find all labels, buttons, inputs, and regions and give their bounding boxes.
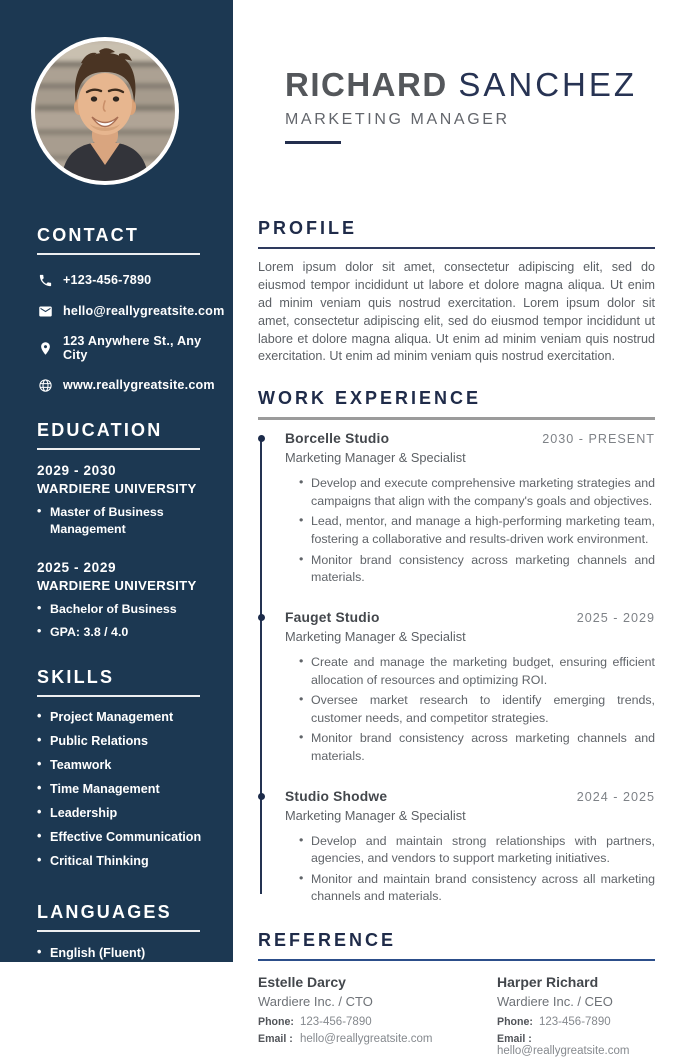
reference-heading: REFERENCE [258, 930, 397, 950]
skill-item: • Public Relations [37, 733, 207, 750]
skill-item: • Time Management [37, 781, 207, 798]
envelope-icon [37, 303, 53, 319]
work-role: Marketing Manager & Specialist [285, 628, 466, 644]
contact-email-text: hello@reallygreatsite.com [63, 304, 225, 318]
company-name: Borcelle Studio [285, 431, 390, 447]
reference-phone-row [258, 1016, 497, 1028]
candidate-name [285, 68, 655, 101]
education-years: 2029 - 2030 [37, 463, 117, 478]
reference-grid [258, 974, 655, 1057]
phone-label: Phone: [258, 1016, 294, 1028]
email-label: Email : [258, 1033, 293, 1045]
timeline-dot [258, 614, 265, 621]
reference-email-row [497, 1033, 655, 1057]
reference-divider [258, 959, 655, 961]
contact-heading: CONTACT [37, 225, 140, 245]
timeline-dot [258, 435, 265, 442]
reference-phone: 123-456-7890 [300, 1016, 372, 1028]
languages-divider [37, 930, 200, 932]
skill-item: • Leadership [37, 805, 207, 822]
profile-photo [31, 37, 179, 185]
contact-address-text: 123 Anywhere St., Any City [63, 334, 202, 362]
work-experience-heading: WORK EXPERIENCE [258, 388, 482, 409]
work-bullet: • Create and manage the marketing budget, ensuring efficient allocation of resources and optimizing ROI. [299, 654, 655, 689]
reference-name: Estelle Darcy [258, 974, 346, 990]
contact-list [37, 272, 225, 393]
contact-section [37, 225, 225, 393]
education-detail: • Bachelor of Business [37, 601, 207, 618]
work-bullet: • Develop and maintain strong relationships with partners, agencies, and vendors to support marketing initiatives. [299, 833, 655, 868]
profile-divider [258, 247, 655, 249]
contact-item-website [37, 377, 215, 393]
education-years: 2025 - 2029 [37, 560, 117, 576]
education-entry [37, 560, 207, 640]
profile-heading: PROFILE [258, 218, 358, 238]
work-entry-header [285, 610, 655, 625]
work-period: 2025 - 2029 [576, 610, 655, 625]
work-role: Marketing Manager & Specialist [285, 450, 466, 466]
education-school: WARDIERE UNIVERSITY [37, 578, 197, 594]
language-item: • Spanish (Intermediate) [37, 1014, 207, 1031]
work-experience-divider [258, 417, 655, 420]
work-bullet: • Monitor brand consistency across marketing channels and materials. [299, 730, 655, 765]
contact-website-text: www.reallygreatsite.com [63, 378, 215, 392]
sidebar [0, 0, 233, 1029]
skills-section [37, 667, 207, 870]
work-bullet: • Oversee market research to identify emerging trends, customer needs, and competitor strategies. [299, 692, 655, 727]
work-period: 2024 - 2025 [576, 789, 655, 804]
work-bullet: • Develop and execute comprehensive marketing strategies and campaigns that align with the company's goals and objectives. [299, 475, 655, 510]
language-item: • French (Fluent) [37, 968, 207, 985]
timeline-line [260, 439, 262, 894]
education-school: WARDIERE UNIVERSITY [37, 481, 197, 496]
language-item: • German (Basics) [37, 991, 207, 1008]
phone-label: Phone: [497, 1016, 533, 1028]
language-item: • English (Fluent) [37, 945, 207, 962]
reference-company: Wardiere Inc. / CEO [497, 994, 613, 1009]
contact-item-phone [37, 272, 207, 288]
reference-email: hello@reallygreatsite.com [300, 1033, 433, 1045]
contact-phone-text: +123-456-7890 [63, 273, 152, 287]
education-section [37, 420, 207, 641]
first-name: RICHARD [285, 66, 448, 103]
languages-heading: LANGUAGES [37, 901, 172, 922]
reference-phone-row [497, 1016, 655, 1028]
last-name: SANCHEZ [458, 66, 638, 103]
email-label: Email : [497, 1033, 532, 1045]
reference-entry [497, 974, 655, 1057]
timeline-dot [258, 793, 265, 800]
education-heading: EDUCATION [37, 420, 163, 440]
languages-section [37, 902, 207, 1031]
reference-email: hello@reallygreatsite.com [497, 1045, 630, 1057]
profile-photo-illustration [35, 41, 175, 181]
work-bullet: • Lead, mentor, and manage a high-performing marketing team, fostering a collaborative and results-driven work environment. [299, 513, 655, 548]
globe-icon [37, 377, 53, 393]
skill-item: • Critical Thinking [37, 853, 207, 870]
work-period: 2030 - PRESENT [542, 432, 655, 447]
name-header [258, 68, 655, 144]
work-entry-header [285, 789, 655, 804]
location-pin-icon [37, 340, 53, 356]
company-name: Fauget Studio [285, 609, 380, 625]
contact-divider [37, 253, 200, 255]
reference-entry [258, 974, 497, 1057]
reference-section [258, 930, 655, 1057]
profile-text: Lorem ipsum dolor sit amet, consectetur adipiscing elit, sed do eiusmod tempor incididunt ut labore et dolore magna aliqua. Ut enim ad minim veniam quis nostrud exercitation. Lorem ipsum dolor sit amet, consectetur adipiscing elit, sed do eiusmod tempor incididunt ut labore et dolore magna aliqua. Ut enim ad minim veniam quis nostrud exercitation. Ut enim ad minim veniam quis nostrud exercitation. [258, 260, 655, 364]
phone-icon [37, 272, 53, 288]
skills-list [37, 709, 207, 870]
candidate-job-title: MARKETING MANAGER [285, 111, 510, 128]
languages-list [37, 945, 207, 1031]
work-bullet-list [285, 833, 655, 906]
reference-email-row [258, 1033, 497, 1045]
reference-phone: 123-456-7890 [539, 1016, 611, 1028]
work-bullet: • Monitor and maintain brand consistency across all marketing channels and materials. [299, 871, 655, 906]
skills-divider [37, 695, 200, 697]
main-content [233, 0, 680, 1057]
education-divider [37, 448, 200, 450]
contact-item-address [37, 334, 207, 362]
work-entry [285, 610, 655, 766]
reference-company: Wardiere Inc. / CTO [258, 994, 373, 1009]
work-entry-header [285, 431, 655, 446]
skill-item: • Project Management [37, 709, 207, 726]
work-bullet-list [285, 475, 655, 587]
work-role: Marketing Manager & Specialist [285, 807, 466, 823]
work-timeline [258, 431, 655, 906]
profile-section [258, 218, 655, 366]
work-experience-section [258, 388, 655, 906]
title-underline [285, 141, 341, 144]
skills-heading: SKILLS [37, 666, 115, 687]
education-entry [37, 463, 207, 537]
reference-name: Harper Richard [497, 974, 599, 990]
work-bullet: • Monitor brand consistency across marketing channels and materials. [299, 552, 655, 587]
education-detail: • Master of Business Management [37, 504, 207, 537]
education-detail: • GPA: 3.8 / 4.0 [37, 624, 207, 641]
work-entry [285, 789, 655, 906]
education-details [37, 601, 207, 640]
contact-item-email [37, 303, 225, 319]
company-name: Studio Shodwe [285, 788, 388, 804]
skill-item: • Teamwork [37, 757, 207, 774]
work-bullet-list [285, 654, 655, 766]
education-details [37, 504, 207, 537]
skill-item: • Effective Communication [37, 829, 207, 846]
work-entry [285, 431, 655, 587]
